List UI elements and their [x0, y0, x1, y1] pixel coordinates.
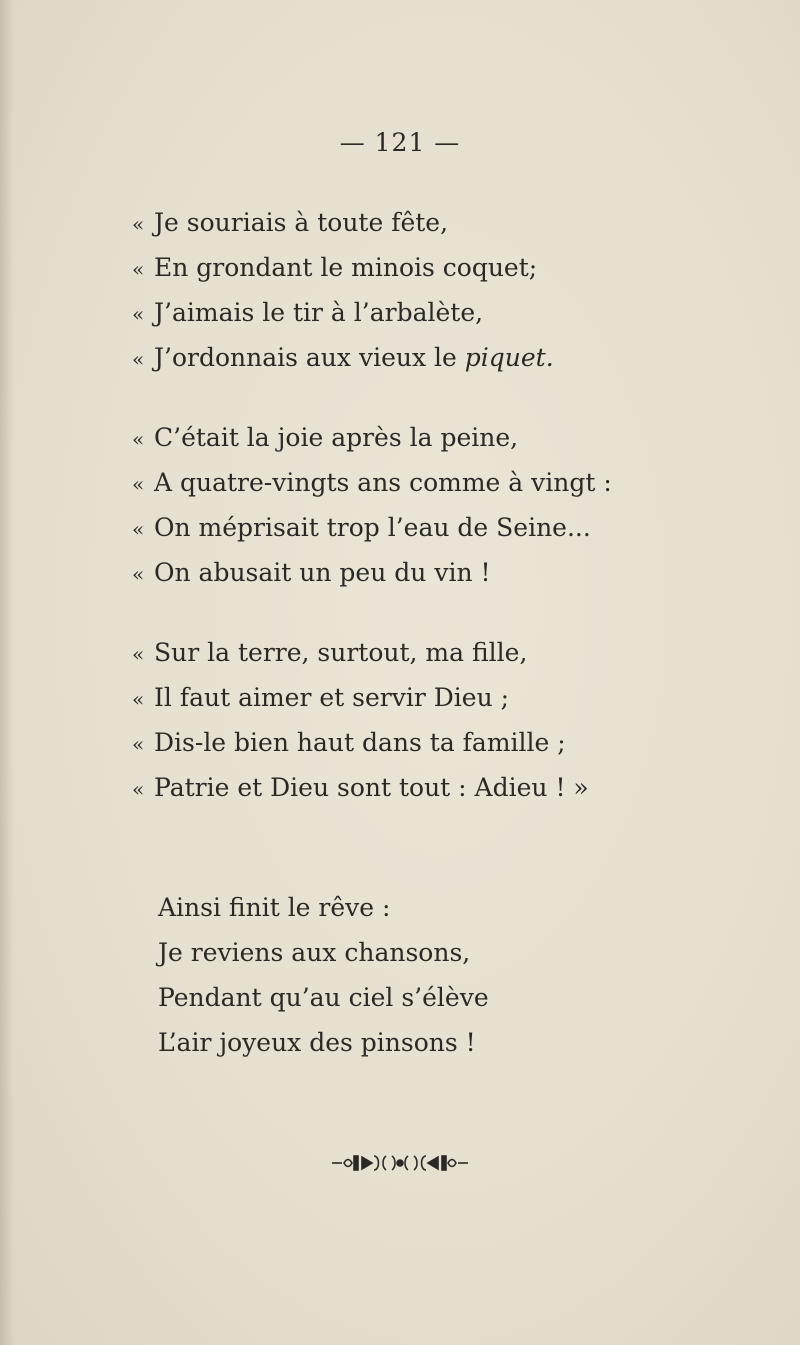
opening-quote: « [132, 732, 145, 756]
verse-line [132, 423, 518, 454]
verse-text: Dis-le bien haut dans ta famille ; [154, 728, 566, 757]
opening-quote: « [132, 517, 145, 541]
verse-text: J’aimais le tir à l’arbalète, [154, 298, 484, 327]
verse-line: Je reviens aux chansons, [158, 938, 471, 967]
verse-line [132, 558, 491, 589]
verse-text: On abusait un peu du vin ! [154, 558, 491, 587]
verse-line [132, 298, 483, 329]
verse-line [132, 253, 537, 284]
opening-quote: « [132, 687, 145, 711]
verse-line [132, 638, 527, 669]
verse-text: Sur la terre, surtout, ma fille, [154, 638, 528, 667]
verse-line [132, 208, 448, 239]
verse-text: C’était la joie après la peine, [154, 423, 519, 452]
verse-text: J’ordonnais aux vieux le [154, 343, 465, 372]
opening-quote: « [132, 777, 145, 801]
opening-quote: « [132, 642, 145, 666]
verse-line: L’air joyeux des pinsons ! [158, 1028, 476, 1057]
verse-text: En grondant le minois coquet; [154, 253, 538, 282]
opening-quote: « [132, 347, 145, 371]
opening-quote: « [132, 257, 145, 281]
verse-text: Il faut aimer et servir Dieu ; [154, 683, 510, 712]
verse-line: Ainsi finit le rêve : [158, 893, 391, 922]
opening-quote: « [132, 472, 145, 496]
verse-line [132, 513, 591, 544]
verse-line [132, 683, 509, 714]
verse-text: On méprisait trop l’eau de Seine... [154, 513, 591, 542]
opening-quote: « [132, 427, 145, 451]
verse-text: Patrie et Dieu sont tout : Adieu ! » [154, 773, 589, 802]
spine-shadow [0, 0, 14, 1345]
decorative-fleuron-icon [0, 1152, 800, 1174]
page-number: — 121 — [339, 128, 461, 157]
italic-word: piquet. [464, 343, 554, 372]
verse-text: A quatre-vingts ans comme à vingt : [154, 468, 612, 497]
verse-text: Je souriais à toute fête, [154, 208, 449, 237]
opening-quote: « [132, 302, 145, 326]
verse-line [132, 773, 589, 804]
verse-line: Pendant qu’au ciel s’élève [158, 983, 489, 1012]
verse-line [132, 728, 566, 759]
opening-quote: « [132, 562, 145, 586]
opening-quote: « [132, 212, 145, 236]
verse-line [132, 343, 554, 374]
verse-line [132, 468, 612, 499]
